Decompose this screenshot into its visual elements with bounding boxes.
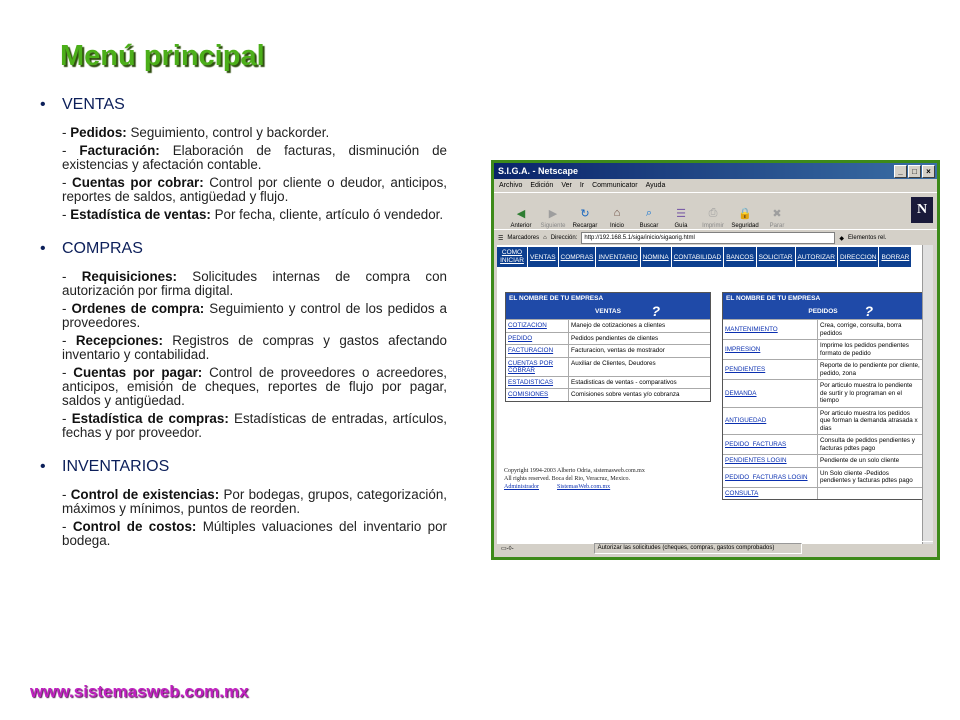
row-link[interactable]: COTIZACION <box>506 320 569 332</box>
netscape-screenshot <box>491 160 940 560</box>
item-label: Control de costos: <box>72 519 197 534</box>
reload-icon: ↻ <box>580 207 590 220</box>
search-icon: ⌕ <box>645 206 653 219</box>
related-icon: ◆ <box>839 235 845 242</box>
item-text: Seguimiento y control de los pedidos a proveedores. <box>62 301 447 330</box>
item-text: Control por cliente o deudor, anticipos, reportes de saldos, antigüedad y flujo. <box>62 175 447 204</box>
menu-ver[interactable]: Ver <box>561 182 572 189</box>
home-icon: ⌂ <box>613 207 621 219</box>
menu-item-description <box>62 126 447 140</box>
item-label: Cuentas por cobrar: <box>72 175 204 190</box>
toolbar-back-arrow-button[interactable] <box>508 205 534 229</box>
nav-tabs <box>497 245 933 269</box>
bookmarks-icon[interactable]: ☰ <box>498 235 504 242</box>
row-description: Crea, corrige, consulta, borra pedidos <box>820 322 902 337</box>
minimize-icon[interactable]: _ <box>894 165 907 178</box>
row-link[interactable]: CUENTAS POR COBRAR <box>506 358 569 376</box>
nav-tab-solicitar[interactable]: SOLICITAR <box>757 247 796 267</box>
copyright-line1: Copyright 1994-2003 Alberto Odria, sistemasweb.com.mx <box>504 468 645 474</box>
row-link[interactable]: PEDIDO_FACTURAS <box>723 435 818 454</box>
left-section-title: VENTAS <box>595 307 621 315</box>
item-label: Estadística de compras: <box>71 411 229 426</box>
menu-item-description <box>62 366 447 408</box>
site-link[interactable]: SistemasWeb.com.mx <box>557 484 611 490</box>
item-prefix: - <box>62 143 80 158</box>
browser-menubar <box>494 179 937 192</box>
menu-communicator[interactable]: Communicator <box>592 182 638 189</box>
right-section-title: PEDIDOS <box>808 307 838 315</box>
item-prefix: - <box>62 487 71 502</box>
row-description: Por articulo muestra los pedidos que forman la demanda atrasada x dias <box>820 409 918 432</box>
item-text: Elaboración de facturas, disminución de existencias y afectación contable. <box>62 143 448 172</box>
address-icon: ⌂ <box>543 235 547 241</box>
ventas-panel <box>505 292 711 402</box>
row-link[interactable]: COMISIONES <box>506 389 569 401</box>
copyright-line2: All rights reserved. Boca del Rio, Veracruz, Mexico. <box>504 476 631 482</box>
menu-item-description <box>62 412 447 440</box>
browser-toolbar <box>494 192 937 229</box>
help-icon[interactable]: ? <box>864 303 873 319</box>
item-prefix: - <box>62 301 72 316</box>
help-icon[interactable]: ? <box>651 303 660 319</box>
left-section-header <box>506 303 710 319</box>
row-link[interactable]: PENDIENTES <box>723 360 818 379</box>
nav-tab-compras[interactable]: COMPRAS <box>559 247 597 267</box>
table-row <box>506 357 710 376</box>
toolbar-forward-arrow-button[interactable] <box>540 205 566 229</box>
row-link[interactable]: PENDIENTES LOGIN <box>723 455 818 467</box>
table-row <box>506 376 710 389</box>
toolbar-home-button[interactable] <box>604 205 630 229</box>
address-label: Dirección: <box>550 235 578 241</box>
nav-tab-ventas[interactable]: VENTAS <box>528 247 559 267</box>
row-description: Manejo de cotizaciones a clientes <box>571 322 666 329</box>
toolbar-stop-button[interactable] <box>764 205 790 229</box>
vertical-scrollbar[interactable] <box>922 245 933 544</box>
bullet-icon: • <box>40 458 46 475</box>
lock-icon: 🔒 <box>738 207 752 220</box>
stop-icon: ✖ <box>772 207 782 220</box>
item-text: Seguimiento, control y backorder. <box>126 125 330 140</box>
pedidos-panel <box>722 292 924 500</box>
toolbar-label: Seguridad <box>731 223 759 229</box>
bookmarks-label[interactable]: Marcadores <box>507 235 540 241</box>
item-label: Estadística de ventas: <box>70 207 211 222</box>
copyright <box>504 467 645 491</box>
item-label: Facturación: <box>79 143 160 158</box>
row-description <box>818 488 923 499</box>
item-label: Requisiciones: <box>81 269 177 284</box>
status-text: Autorizar las solicitudes (cheques, compras, gastos comprobados) <box>594 543 802 554</box>
toolbar-label: Recargar <box>572 223 598 229</box>
nav-tab-inventario[interactable]: INVENTARIO <box>596 247 640 267</box>
row-link[interactable]: DEMANDA <box>723 380 818 407</box>
menu-archivo[interactable]: Archivo <box>499 182 523 189</box>
status-icon: ▭-◊- <box>501 546 514 552</box>
table-row <box>506 388 710 401</box>
table-row <box>723 407 923 435</box>
print-icon: ⎙ <box>708 206 718 219</box>
row-link[interactable]: PEDIDO <box>506 333 569 345</box>
toolbar-label: Guía <box>674 223 688 229</box>
table-row <box>723 487 923 499</box>
menu-item-description <box>62 208 447 222</box>
table-row <box>723 339 923 359</box>
item-label: Control de existencias: <box>70 487 220 502</box>
page-viewport <box>497 245 933 544</box>
right-section-header <box>723 303 923 319</box>
toolbar-label: Buscar <box>639 223 659 229</box>
toolbar-reload-button[interactable] <box>572 205 598 229</box>
forward-arrow-icon: ▶ <box>548 207 558 220</box>
row-description: Por articulo muestra lo pendiente de surtir y lo programan en el tiempo <box>820 382 913 404</box>
toolbar-label: Anterior <box>510 223 532 229</box>
item-prefix: - <box>62 333 76 348</box>
row-description: Facturacion, ventas de mostrador <box>571 347 665 354</box>
toolbar-print-button[interactable] <box>700 205 726 229</box>
row-link[interactable]: FACTURACION <box>506 345 569 357</box>
nav-tab-contabilidad[interactable]: CONTABILIDAD <box>672 247 725 267</box>
footer-url[interactable]: www.sistemasweb.com.mx <box>30 682 249 701</box>
item-label: Recepciones: <box>75 333 163 348</box>
bullet-icon: • <box>40 240 46 257</box>
row-description: Comisiones sobre ventas y/o cobranza <box>571 391 680 398</box>
address-bar <box>494 229 937 246</box>
row-description: Reporte de lo pendiente por cliente, pedido, zona <box>820 362 920 377</box>
table-row <box>723 454 923 467</box>
guide-icon: ☰ <box>676 207 686 220</box>
table-row <box>723 467 923 487</box>
row-link[interactable]: ANTIGUEDAD <box>723 408 818 435</box>
toolbar-guide-button[interactable] <box>668 205 694 229</box>
back-arrow-icon: ◀ <box>516 207 526 220</box>
menu-ir[interactable]: Ir <box>579 182 585 189</box>
row-description: Consulta de pedidos pendientes y facturas pdtes pago <box>820 437 915 452</box>
item-label: Pedidos: <box>70 125 127 140</box>
item-prefix: - <box>62 365 74 380</box>
table-row <box>723 434 923 454</box>
menu-item-description <box>62 270 447 298</box>
bullet-icon: • <box>40 96 46 113</box>
page-title: Menú principal <box>60 40 265 72</box>
item-text: Estadísticas de entradas, artículos, fechas y por proveedor. <box>62 411 447 440</box>
netscape-logo-icon: N <box>911 197 933 223</box>
row-description: Pedidos pendientes de clientes <box>571 334 659 342</box>
main-menu-content <box>40 96 447 566</box>
item-label: Cuentas por pagar: <box>73 365 203 380</box>
right-company-name: EL NOMBRE DE TU EMPRESA <box>723 293 923 303</box>
nav-tab-bancos[interactable]: BANCOS <box>724 247 756 267</box>
menu-item-description <box>62 176 447 204</box>
menu-item-description <box>62 302 447 330</box>
item-prefix: - <box>62 411 72 426</box>
table-row <box>506 332 710 345</box>
row-description: Un Solo cliente -Pedidos pendientes y facturas pdtes pago <box>820 469 913 484</box>
menu-ayuda[interactable]: Ayuda <box>645 182 666 189</box>
toolbar-lock-button[interactable] <box>732 205 758 229</box>
nav-tab-nomina[interactable]: NOMINA <box>641 247 672 267</box>
table-row <box>723 379 923 407</box>
related-label[interactable]: Elementos rel. <box>848 235 887 241</box>
item-text: Por bodegas, grupos, categorización, máximos y mínimos, puntos de reorden. <box>62 487 447 516</box>
item-text: Solicitudes internas de compra con autorización por firma digital. <box>62 269 447 298</box>
row-link[interactable]: ESTADISTICAS <box>506 377 569 389</box>
section-title: INVENTARIOS <box>62 458 170 475</box>
window-title: S.I.G.A. - Netscape <box>498 166 579 176</box>
table-row <box>506 344 710 357</box>
table-row <box>723 359 923 379</box>
row-description: Auxiliar de Clientes, Deudores <box>571 359 656 367</box>
table-row <box>506 319 710 332</box>
row-link[interactable]: PEDIDO_FACTURAS LOGIN <box>723 468 818 487</box>
address-input[interactable]: http://192.168.5.1/siga/inicio/sigaorig.html <box>581 232 835 244</box>
item-prefix: - <box>62 519 73 534</box>
window-titlebar <box>494 163 937 179</box>
section-heading <box>40 96 447 114</box>
section-heading <box>40 458 447 476</box>
menu-item-description <box>62 520 447 548</box>
toolbar-label: Imprimir <box>702 223 724 229</box>
menu-item-description <box>62 488 447 516</box>
table-row <box>723 319 923 339</box>
status-bar <box>497 541 933 555</box>
section-title: VENTAS <box>62 96 125 113</box>
item-label: Ordenes de compra: <box>71 301 205 316</box>
nav-tab-como-iniciar[interactable]: COMO INICIAR <box>497 247 528 267</box>
toolbar-label: Inicio <box>609 223 624 229</box>
nav-tab-autorizar[interactable]: AUTORIZAR <box>796 247 838 267</box>
left-company-name: EL NOMBRE DE TU EMPRESA <box>506 293 710 303</box>
section-title: COMPRAS <box>62 240 143 257</box>
item-prefix: - <box>62 125 71 140</box>
item-prefix: - <box>62 207 71 222</box>
item-text: Múltiples valuaciones del inventario por bodega. <box>62 519 447 548</box>
item-text: Control de proveedores o acreedores, anticipos, emisión de cheques, reportes de flujo por pagar, saldos y antigüedad. <box>62 365 448 408</box>
menu-edición[interactable]: Edición <box>530 182 554 189</box>
menu-item-description <box>62 334 447 362</box>
item-text: Por fecha, cliente, artículo ó vendedor. <box>210 207 444 222</box>
nav-tab-direccion[interactable]: DIRECCION <box>838 247 879 267</box>
row-description: Estadisticas de ventas - comparativos <box>571 378 677 386</box>
toolbar-label: Siguiente <box>540 223 566 229</box>
item-text: Registros de compras y gastos afectando inventario y contabilidad. <box>62 333 447 362</box>
close-icon[interactable]: × <box>922 165 935 178</box>
item-prefix: - <box>62 269 82 284</box>
admin-link[interactable]: Administrador <box>504 484 539 490</box>
toolbar-search-button[interactable] <box>636 205 662 229</box>
item-prefix: - <box>62 175 73 190</box>
row-link[interactable]: IMPRESION <box>723 340 818 359</box>
row-description: Imprime los pedidos pendientes formato de pedido <box>820 342 909 357</box>
nav-tab-borrar[interactable]: BORRAR <box>879 247 912 267</box>
menu-item-description <box>62 144 447 172</box>
row-description: Pendiente de un solo cliente <box>820 457 900 464</box>
toolbar-label: Parar <box>769 223 785 229</box>
row-link[interactable]: MANTENIMIENTO <box>723 320 818 339</box>
section-heading <box>40 240 447 258</box>
maximize-icon[interactable]: □ <box>908 165 921 178</box>
row-link[interactable]: CONSULTA <box>723 488 818 499</box>
